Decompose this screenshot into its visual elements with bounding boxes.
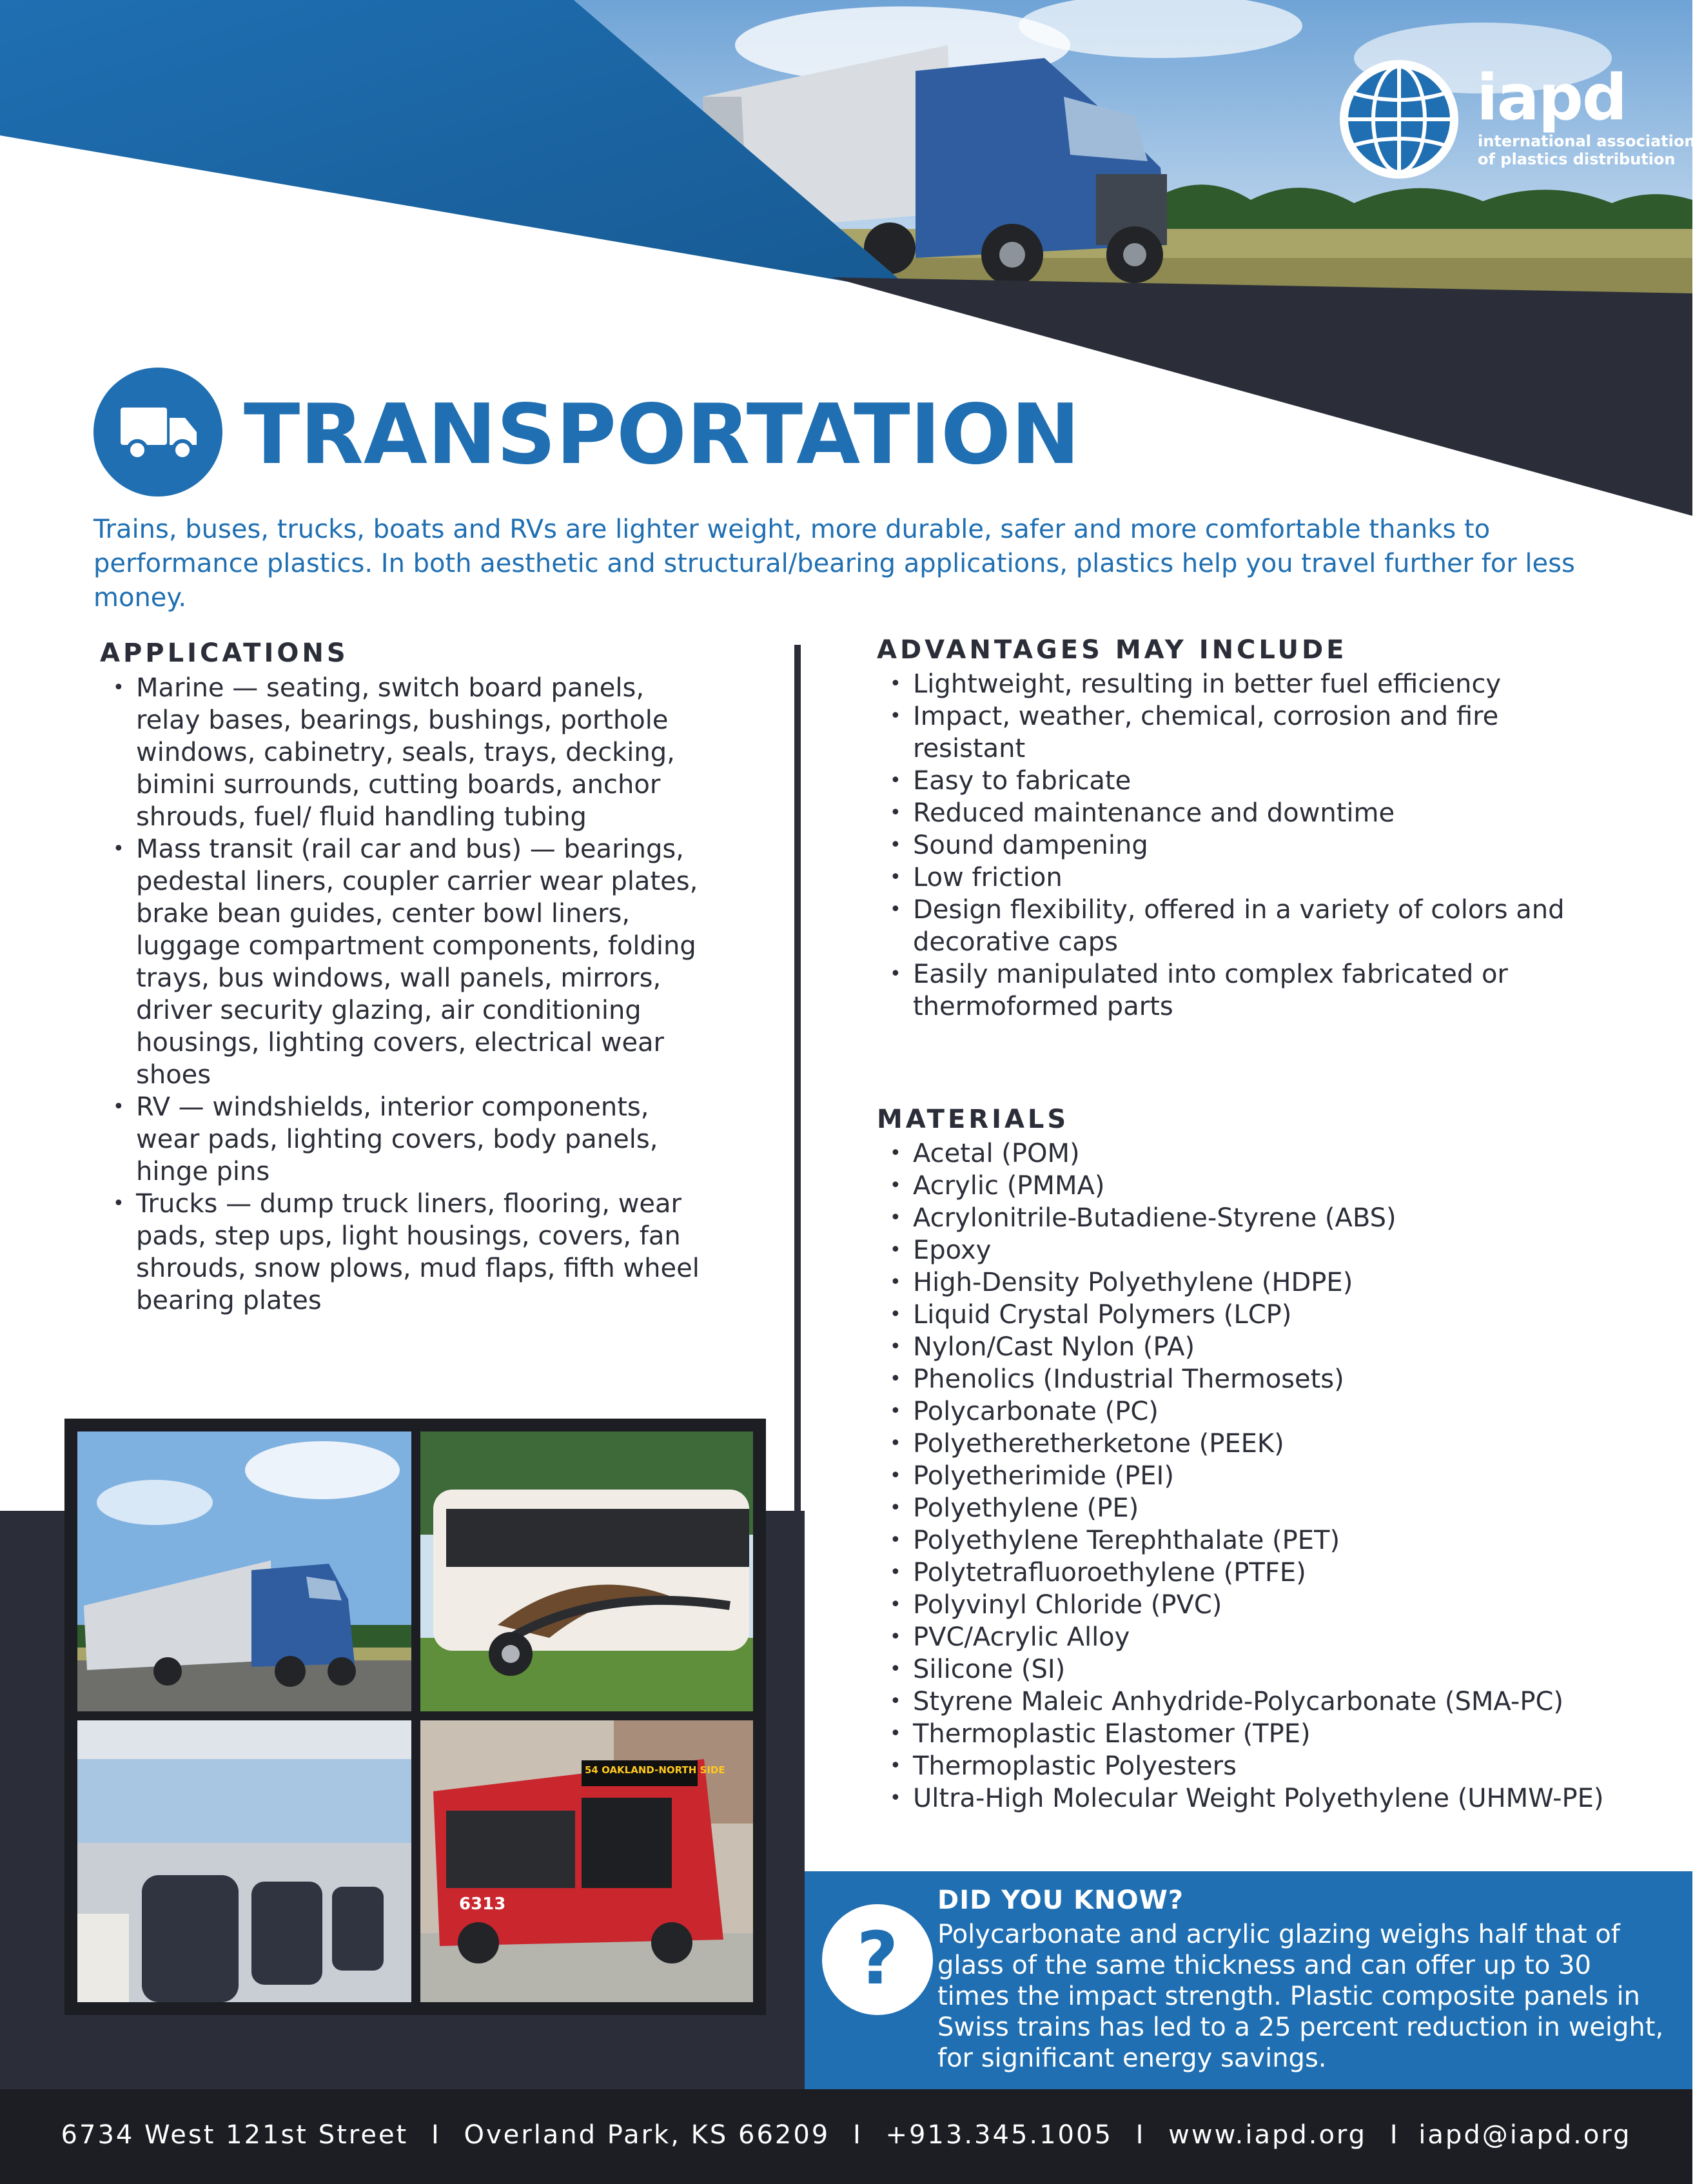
logo-wordmark: iapd	[1476, 61, 1627, 135]
truck-photo	[77, 1431, 411, 1711]
rv-photo	[420, 1431, 753, 1711]
list-item: • Epoxy	[877, 1234, 1625, 1266]
list-item: • Styrene Maleic Anhydride-Polycarbonate (SMA-PC)	[877, 1686, 1625, 1718]
list-item: • Sound dampening	[877, 829, 1618, 861]
footer-phone[interactable]: +913.345.1005	[885, 2120, 1113, 2150]
list-item: • Polyethylene (PE)	[877, 1492, 1625, 1524]
list-item: • Mass transit (rail car and bus) — bearings, pedestal liners, coupler carrier wear plates, brake bean guides, center bowl liners, luggage compartment components, folding trays, bus windows, wall panels, mirrors, driver security glazing, air conditioning housings, lighting covers, electrical wear shoes	[100, 833, 706, 1091]
list-item: • Impact, weather, chemical, corrosion and fire resistant	[877, 700, 1618, 765]
list-item: • PVC/Acrylic Alloy	[877, 1621, 1625, 1653]
list-item: • Liquid Crystal Polymers (LCP)	[877, 1299, 1625, 1331]
materials-list	[877, 1137, 1625, 1815]
list-item: • Marine — seating, switch board panels, relay bases, bearings, bushings, porthole windows, cabinetry, seals, trays, decking, bimini surrounds, cutting boards, anchor shrouds, fuel/ fluid handling tubing	[100, 672, 706, 833]
list-item: • Design flexibility, offered in a variety of colors and decorative caps	[877, 894, 1618, 958]
did-you-know-text: Polycarbonate and acrylic glazing weighs half that of glass of the same thickness and can offer up to 30 times the impact strength. Plastic composite panels in Swiss trains has led to a 25 percent reduction in weight, for significant energy savings.	[937, 1920, 1664, 2073]
did-you-know-heading: DID YOU KNOW?	[937, 1885, 1184, 1915]
applications-heading: APPLICATIONS	[100, 638, 349, 668]
question-icon	[820, 1902, 935, 2017]
footer-email[interactable]: iapd@iapd.org	[1418, 2120, 1632, 2150]
globe-icon	[1335, 55, 1464, 184]
list-item: • Polycarbonate (PC)	[877, 1395, 1625, 1428]
materials-heading: MATERIALS	[877, 1105, 1070, 1134]
logo-subtitle-line2: of plastics distribution	[1478, 150, 1676, 168]
footer-contact-line	[0, 2120, 1692, 2150]
footer-separator: I	[1389, 2120, 1400, 2150]
list-item: • Acrylonitrile-Butadiene-Styrene (ABS)	[877, 1202, 1625, 1234]
list-item: • High-Density Polyethylene (HDPE)	[877, 1266, 1625, 1299]
advantages-heading: ADVANTAGES MAY INCLUDE	[877, 635, 1347, 665]
svg-text:?: ?	[856, 1917, 899, 2001]
advantages-list	[877, 668, 1618, 1023]
bus-route-sign: 54 OAKLAND-NORTH SIDE	[585, 1764, 725, 1776]
footer-website[interactable]: www.iapd.org	[1168, 2120, 1367, 2150]
list-item: • Thermoplastic Elastomer (TPE)	[877, 1718, 1625, 1750]
bus-number: 6313	[459, 1894, 506, 1914]
footer-separator: I	[1135, 2120, 1146, 2150]
list-item: • Lightweight, resulting in better fuel efficiency	[877, 668, 1618, 700]
list-item: • RV — windshields, interior components, wear pads, lighting covers, body panels, hinge pins	[100, 1091, 706, 1188]
list-item: • Thermoplastic Polyesters	[877, 1750, 1625, 1782]
footer-separator: I	[431, 2120, 441, 2150]
page-title: TRANSPORTATION	[244, 387, 1081, 483]
intro-paragraph: Trains, buses, trucks, boats and RVs are lighter weight, more durable, safer and more comfortable thanks to performance plastics. In both aesthetic and structural/bearing applications, plastics help you travel further for less money.	[93, 515, 1575, 613]
bus-photo	[420, 1720, 753, 2002]
truck-icon	[93, 368, 222, 497]
photo-grid	[64, 1419, 766, 2015]
list-item: • Ultra-High Molecular Weight Polyethylene (UHMW-PE)	[877, 1782, 1625, 1815]
footer-city: Overland Park, KS 66209	[464, 2120, 830, 2150]
iapd-logo	[1335, 61, 1695, 177]
list-item: • Easily manipulated into complex fabricated or thermoformed parts	[877, 958, 1618, 1023]
logo-subtitle-line1: international association	[1478, 132, 1695, 150]
list-item: • Silicone (SI)	[877, 1653, 1625, 1686]
column-divider	[794, 645, 801, 1522]
footer	[0, 2089, 1692, 2184]
list-item: • Polyvinyl Chloride (PVC)	[877, 1589, 1625, 1621]
footer-address: 6734 West 121st Street	[61, 2120, 409, 2150]
train-interior-photo	[77, 1720, 411, 2002]
list-item: • Polyetheretherketone (PEEK)	[877, 1428, 1625, 1460]
applications-list	[100, 672, 706, 1317]
list-item: • Polyetherimide (PEI)	[877, 1460, 1625, 1492]
list-item: • Easy to fabricate	[877, 765, 1618, 797]
list-item: • Phenolics (Industrial Thermosets)	[877, 1363, 1625, 1395]
list-item: • Polytetrafluoroethylene (PTFE)	[877, 1557, 1625, 1589]
list-item: • Acetal (POM)	[877, 1137, 1625, 1170]
list-item: • Polyethylene Terephthalate (PET)	[877, 1524, 1625, 1557]
list-item: • Nylon/Cast Nylon (PA)	[877, 1331, 1625, 1363]
list-item: • Low friction	[877, 861, 1618, 894]
list-item: • Trucks — dump truck liners, flooring, wear pads, step ups, light housings, covers, fan shrouds, snow plows, mud flaps, fifth wheel bearing plates	[100, 1188, 706, 1317]
did-you-know-box	[805, 1871, 1692, 2089]
list-item: • Acrylic (PMMA)	[877, 1170, 1625, 1202]
list-item: • Reduced maintenance and downtime	[877, 797, 1618, 829]
footer-separator: I	[852, 2120, 863, 2150]
